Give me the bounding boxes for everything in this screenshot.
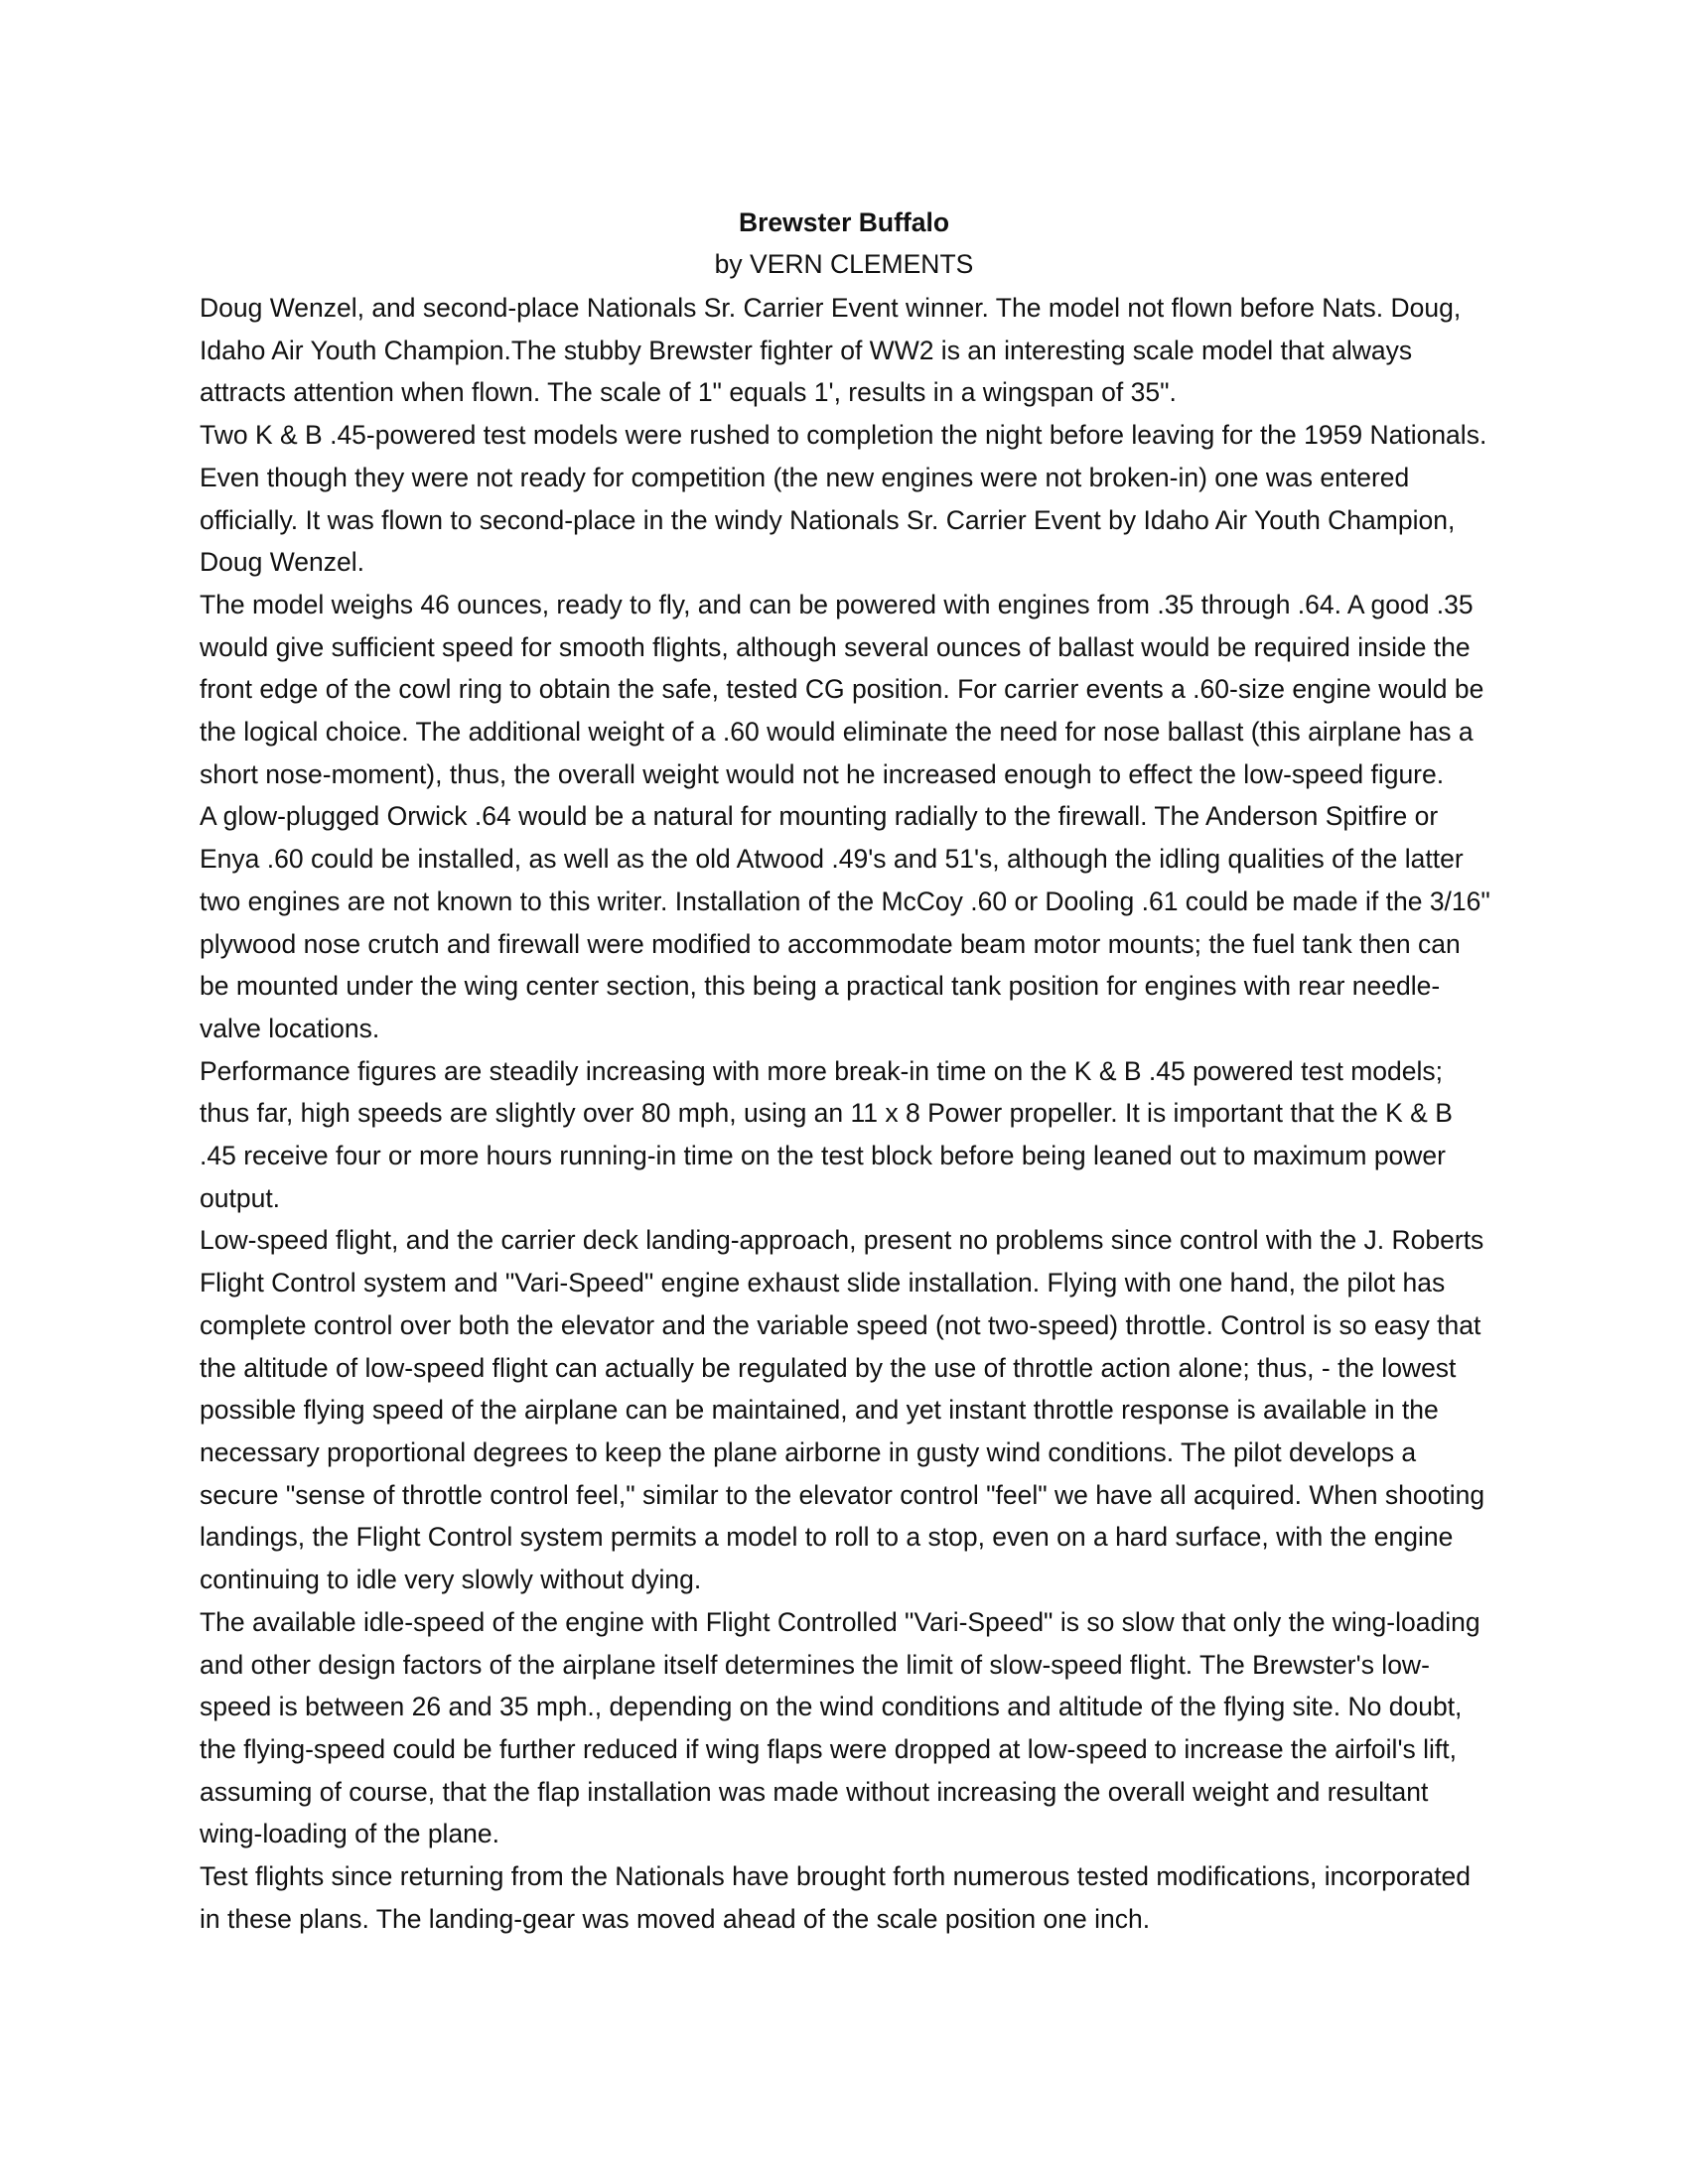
document-title: Brewster Buffalo bbox=[738, 207, 950, 237]
paragraph-idle-speed: The available idle-speed of the engine with Flight Controlled "Vari-Speed" is so slow that only the wing-loading and other design factors of the airplane itself determines the limit of slow-speed flight. The Brewster's low-speed is between 26 and 35 mph., depending on the wind conditions and altitude of the flying site. No doubt, the flying-speed could be further reduced if wing flaps were dropped at low-speed to increase the airfoil's lift, assuming of course, that the flap installation was made without increasing the overall weight and resultant wing-loading of the plane. bbox=[200, 1606, 1480, 1849]
paragraph-low-speed-flight: Low-speed flight, and the carrier deck landing-approach, present no problems since control with the J. Roberts Flight Control system and "Vari-Speed" engine exhaust slide installation. Flying with one hand, the pilot has complete control over both the elevator and the variable speed (not two-speed) throttle. Control is so easy that the altitude of low-speed flight can actually be regulated by the use of throttle action alone; thus, - the lowest possible flying speed of the airplane can be maintained, and yet instant throttle response is available in the necessary proportional degrees to keep the plane airborne in gusty wind conditions. The pilot develops a secure "sense of throttle control feel," similar to the elevator control "feel" we have all acquired. When shooting landings, the Flight Control system permits a model to roll to a stop, even on a hard surface, with the engine continuing to idle very slowly without dying. bbox=[200, 1225, 1485, 1595]
document-body bbox=[200, 287, 1490, 1940]
document-header bbox=[0, 202, 1688, 286]
paragraph-weight-engines: The model weighs 46 ounces, ready to fly, and can be powered with engines from .35 through .64. A good .35 would give sufficient speed for smooth flights, although several ounces of ballast would be required inside the front edge of the cowl ring to obtain the safe, tested CG position. For carrier events a .60-size engine would be the logical choice. The additional weight of a .60 would eliminate the need for nose ballast (this airplane has a short nose-moment), thus, the overall weight would not he increased enough to effect the low-speed figure. bbox=[200, 589, 1484, 789]
paragraph-performance: Performance figures are steadily increasing with more break-in time on the K & B .45 powered test models; thus far, high speeds are slightly over 80 mph, using an 11 x 8 Power propeller. It is important that the K & B .45 receive four or more hours running-in time on the test block before being leaned out to maximum power output. bbox=[200, 1055, 1453, 1213]
paragraph-engine-mounting: A glow-plugged Orwick .64 would be a natural for mounting radially to the firewall. The Anderson Spitfire or Enya .60 could be installed, as well as the old Atwood .49's and 51's, although the idling qualities of the latter two engines are not known to this writer. Installation of the McCoy .60 or Dooling .61 could be made if the 3/16" plywood nose crutch and firewall were modified to accommodate beam motor mounts; the fuel tank then can be mounted under the wing center section, this being a practical tank position for engines with rear needle-valve locations. bbox=[200, 801, 1490, 1043]
author-byline: by VERN CLEMENTS bbox=[714, 249, 974, 279]
paragraph-test-models: Two K & B .45-powered test models were rushed to completion the night before leaving for the 1959 Nationals. Even though they were not ready for competition (the new engines were not broken-in) one was entered officially. It was flown to second-place in the windy Nationals Sr. Carrier Event by Idaho Air Youth Champion, Doug Wenzel. bbox=[200, 420, 1487, 578]
paragraph-test-flights: Test flights since returning from the Nationals have brought forth numerous tested modifications, incorporated in these plans. The landing-gear was moved ahead of the scale position one inch. bbox=[200, 1861, 1472, 1934]
paragraph-intro: Doug Wenzel, and second-place Nationals Sr. Carrier Event winner. The model not flown before Nats. Doug, Idaho Air Youth Champion.The stubby Brewster fighter of WW2 is an interesting scale model that always attracts attention when flown. The scale of 1" equals 1', results in a wingspan of 35". bbox=[200, 293, 1462, 408]
